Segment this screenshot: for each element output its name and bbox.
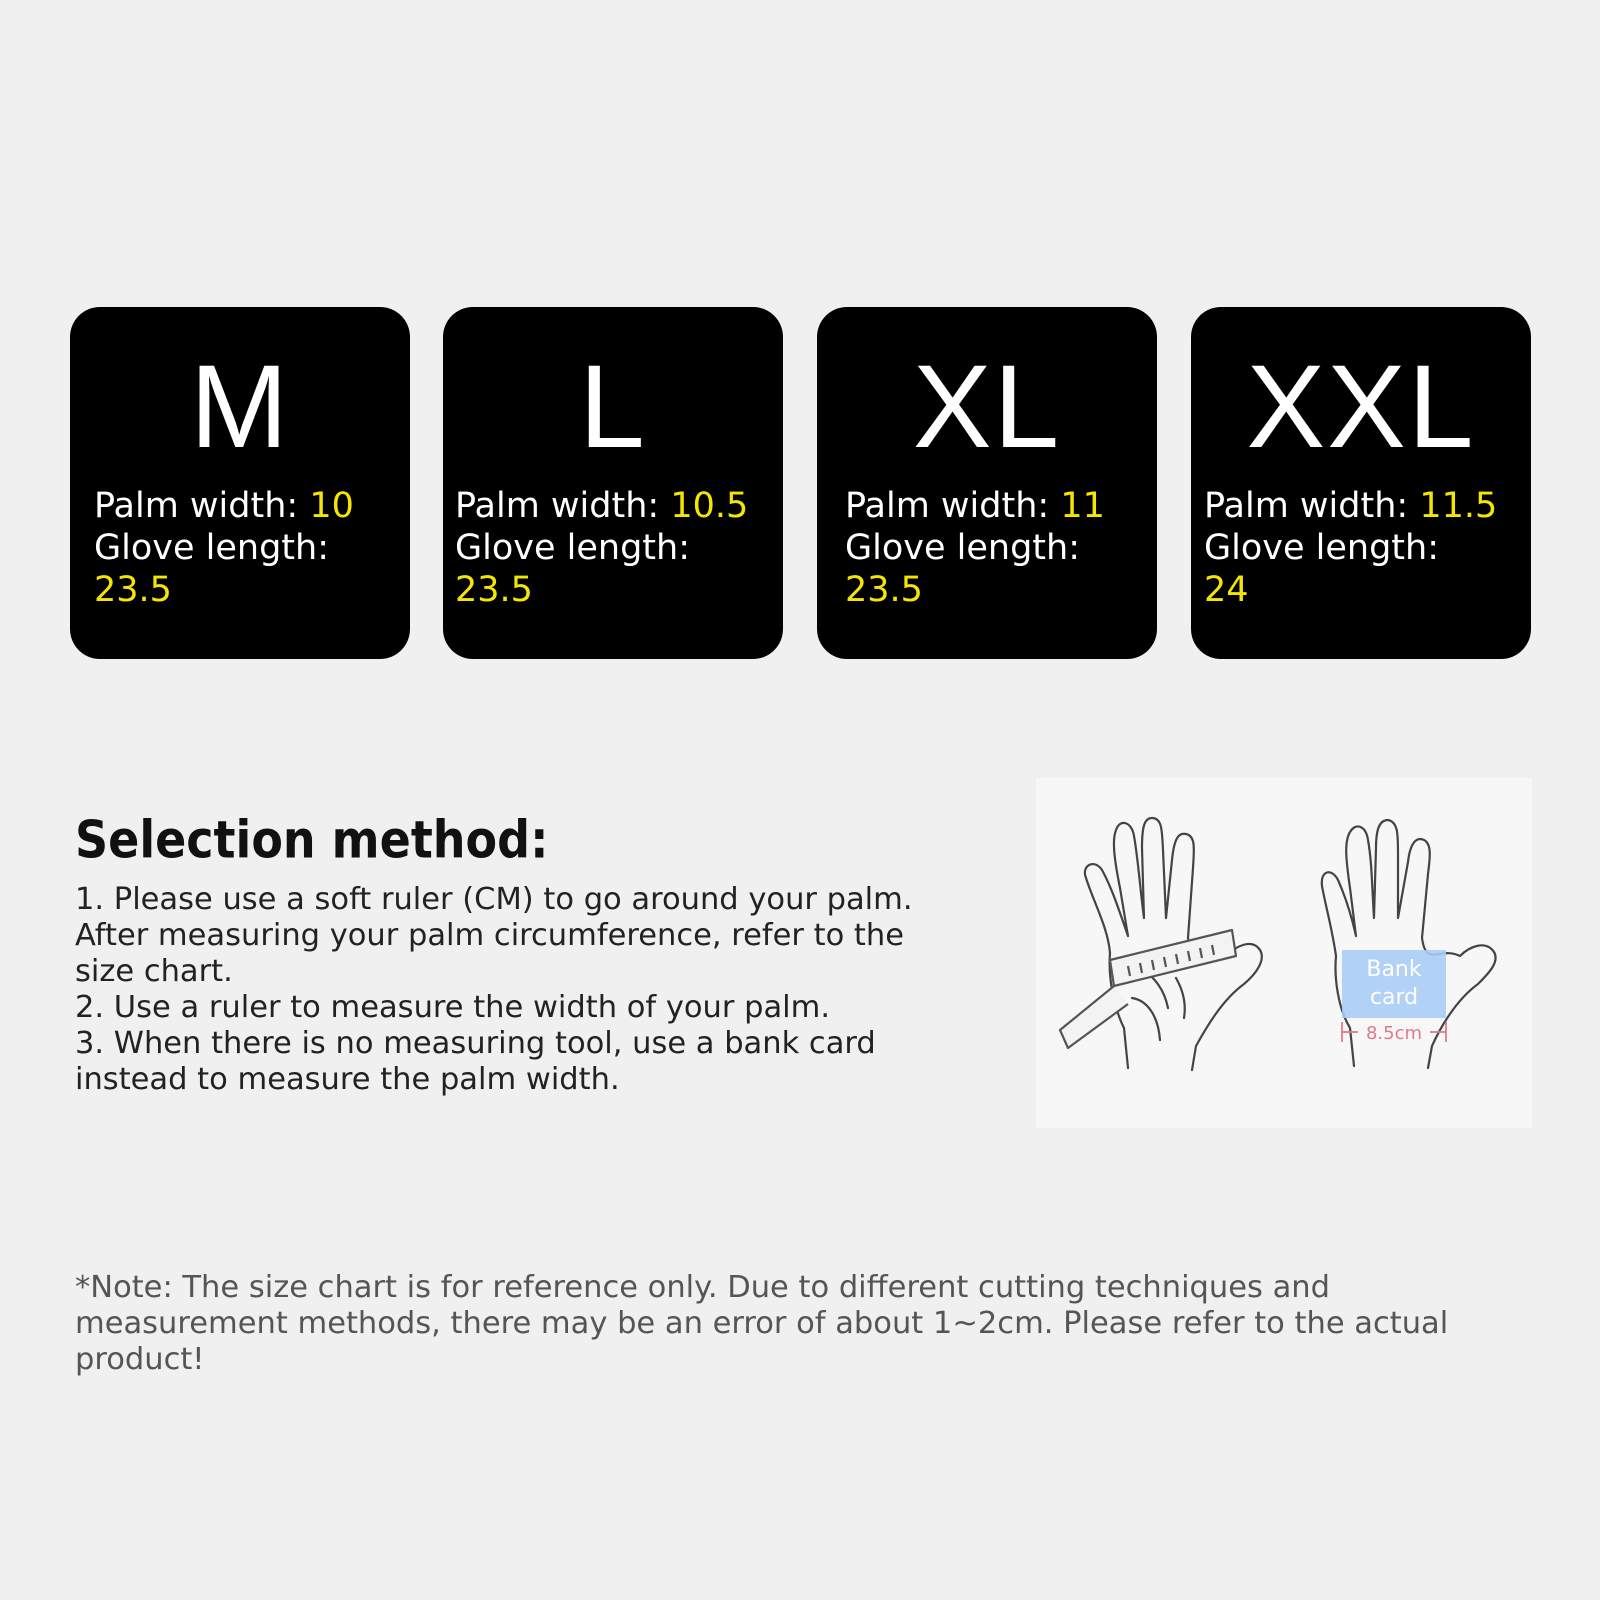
size-note: *Note: The size chart is for reference only. Due to different cutting techniques and measurement methods, there may be an error of about 1~2cm. Please refer to the actual product! <box>75 1270 1449 1377</box>
step-2: 2. Use a ruler to measure the width of your palm. <box>75 990 831 1025</box>
glove-length-label: Glove length: <box>1204 528 1439 568</box>
glove-length-value: 23.5 <box>455 570 533 610</box>
size-label: M <box>189 341 291 473</box>
size-label: XL <box>912 341 1062 473</box>
glove-length-label: Glove length: <box>94 528 329 568</box>
size-info <box>455 485 775 611</box>
size-label: XXL <box>1246 341 1476 473</box>
size-cards <box>0 0 1600 700</box>
bank-card-text-2: card <box>1369 985 1419 1010</box>
size-card-m <box>70 307 410 659</box>
bank-card-text-1: Bank <box>1366 957 1422 982</box>
glove-length-value: 24 <box>1204 570 1249 610</box>
measure-label: 8.5cm <box>1365 1023 1423 1044</box>
glove-length-label: Glove length: <box>845 528 1080 568</box>
soft-ruler-icon <box>1060 930 1236 1048</box>
size-info <box>94 485 402 611</box>
palm-width-label: Palm width: <box>94 486 310 526</box>
selection-method-title: Selection method: <box>75 809 549 870</box>
size-info <box>845 485 1149 611</box>
step-1: 1. Please use a soft ruler (CM) to go around your palm. After measuring your palm circumference, refer to the size chart. <box>75 882 913 989</box>
palm-width-value: 11 <box>1060 486 1105 526</box>
palm-width-line <box>845 485 1149 527</box>
palm-width-line <box>1204 485 1523 527</box>
palm-width-value: 10.5 <box>670 486 749 526</box>
size-card-xl <box>817 307 1157 659</box>
step-3: 3. When there is no measuring tool, use a bank card instead to measure the palm width. <box>75 1026 876 1097</box>
palm-width-label: Palm width: <box>455 486 671 526</box>
glove-length-label: Glove length: <box>455 528 690 568</box>
size-card-l <box>443 307 783 659</box>
glove-length-value: 23.5 <box>94 570 172 610</box>
palm-width-label: Palm width: <box>1204 486 1420 526</box>
palm-width-value: 10 <box>309 486 354 526</box>
hands-svg <box>1036 778 1532 1128</box>
palm-width-label: Palm width: <box>845 486 1061 526</box>
palm-width-line <box>455 485 775 527</box>
bank-card-icon <box>1342 950 1446 1018</box>
selection-steps <box>75 882 955 1098</box>
size-card-xxl <box>1191 307 1531 659</box>
size-info <box>1204 485 1523 611</box>
size-label: L <box>579 341 647 473</box>
palm-width-value: 11.5 <box>1419 486 1498 526</box>
glove-length-value: 23.5 <box>845 570 923 610</box>
hand-measurement-illustration <box>1036 778 1532 1128</box>
palm-width-line <box>94 485 402 527</box>
